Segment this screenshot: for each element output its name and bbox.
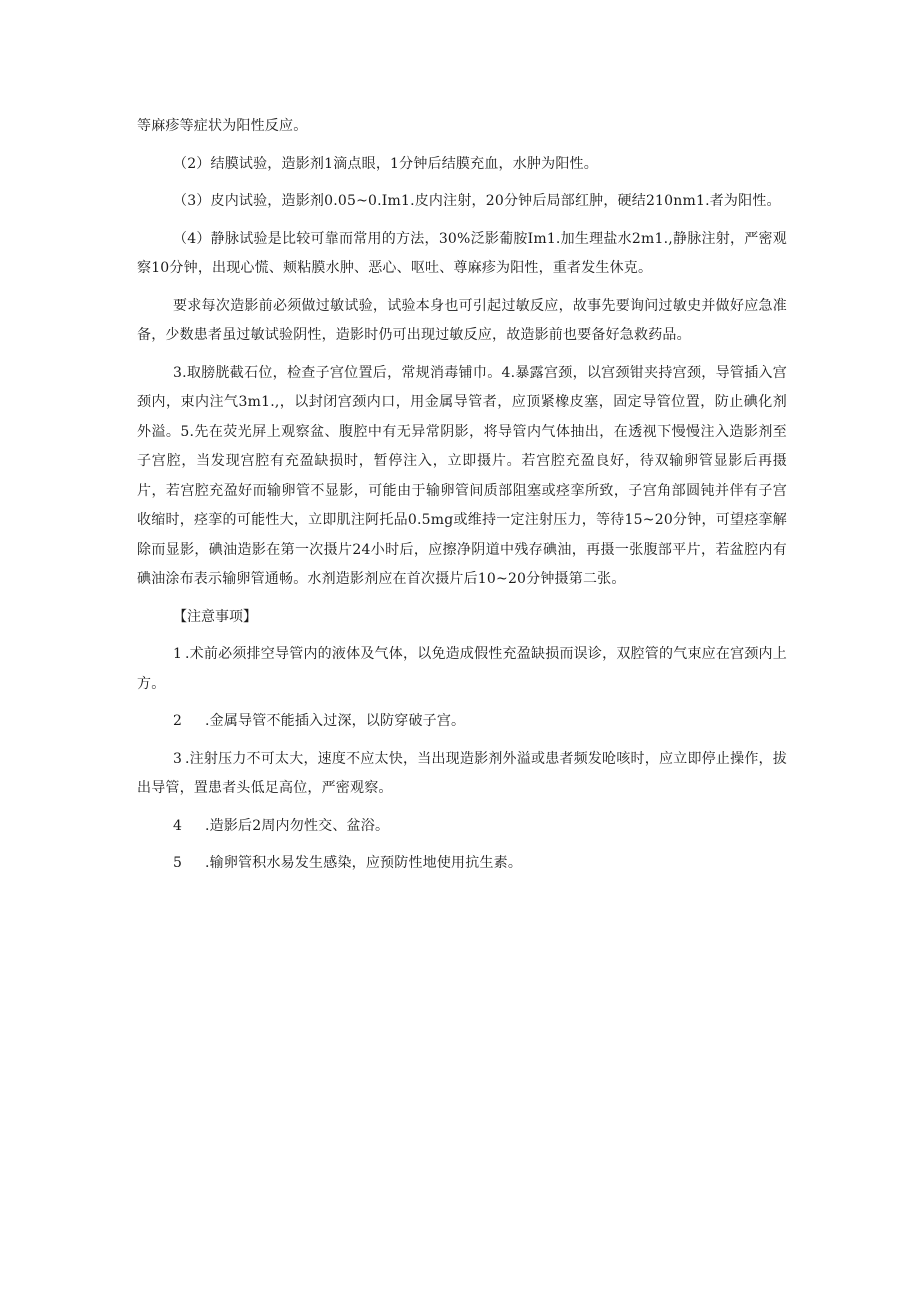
document-body xyxy=(137,112,787,887)
notice-item-text: .注射压力不可太大，速度不应太快，当出现造影剂外溢或患者频发呛咳时，应立即停止操作，拔出导管，置患者头低足高位，严密观察。 xyxy=(137,750,787,796)
notice-item-number: 4 xyxy=(173,817,183,834)
notice-item-number: 3 xyxy=(173,750,183,767)
paragraph-intravenous-test: （4）静脉试验是比较可靠而常用的方法，30%泛影葡胺Im1.加生理盐水2m1.,静脉注射，严密观察10分钟，出现心慌、颊粘膜水肿、恶心、呕吐、尊麻疹为阳性，重者发生休克。 xyxy=(137,230,787,276)
paragraph-continuation: 等麻疹等症状为阳性反应。 xyxy=(137,118,308,134)
notice-item-text: .术前必须排空导管内的液体及气体，以免造成假性充盈缺损而误诊，双腔管的气束应在宫颈内上方。 xyxy=(137,646,787,692)
notice-item-number: 5 xyxy=(173,855,183,871)
notice-item xyxy=(137,745,787,804)
notice-item xyxy=(137,707,787,737)
paragraph-procedure-steps: 3.取膀胱截石位，检查子宫位置后，常规消毒铺巾。4.暴露宫颈，以宫颈钳夹持宫颈，导管插入宫颈内，束内注气3m1.,，以封闭宫颈内口，用金属导管者，应顶紧橡皮塞，固定导管位置，防止碘化剂外溢。5.先在荧光屏上观察盆、腹腔中有无异常阴影，将导管内气体抽出，在透视下慢慢注入造影剂至子宫腔，当发现宫腔有充盈缺损时，暂停注入，立即摄片。若宫腔充盈良好，待双输卵管显影后再摄片，若宫腔充盈好而输卵管不显影，可能由于输卵管间质部阻塞或痉挛所致，子宫角部圆钝并伴有子宫收缩时，痉挛的可能性大，立即肌注阿托品0.5mg或维持一定注射压力，等待15~20分钟，可望痉挛解除而显影，碘油造影在第一次摄片24小时后，应擦净阴道中残存碘油，再摄一张腹部平片，若盆腔内有碘油涂布表示输卵管通畅。水剂造影剂应在首次摄片后10~20分钟摄第二张。 xyxy=(137,364,787,587)
notice-item xyxy=(137,640,787,699)
notice-item xyxy=(137,812,787,842)
notice-item-number: 1 xyxy=(173,646,183,662)
paragraph-conjunctival-test: （2）结膜试验，造影剂1滴点眼，1分钟后结膜充血，水肿为阳性。 xyxy=(173,155,598,172)
paragraph-allergy-requirement: 要求每次造影前必须做过敏试验，试验本身也可引起过敏反应，故事先要询问过敏史并做好应急准备，少数患者虽过敏试验阴性，造影时仍可出现过敏反应，故造影前也要备好急救药品。 xyxy=(137,297,787,343)
notice-item xyxy=(137,849,787,879)
paragraph-intradermal-test: （3）皮内试验，造影剂0.05~0.Im1.皮内注射，20分钟后局部红肿，硬结210nm1.者为阳性。 xyxy=(173,193,781,209)
notice-item-number: 2 xyxy=(173,713,183,729)
notice-item-text: .金属导管不能插入过深，以防穿破子宫。 xyxy=(205,713,466,729)
notice-section-title: 【注意事项】 xyxy=(173,608,257,625)
notice-item-text: .造影后2周内勿性交、盆浴。 xyxy=(205,817,390,834)
notice-item-text: .输卵管积水易发生感染，应预防性地使用抗生素。 xyxy=(205,855,523,871)
